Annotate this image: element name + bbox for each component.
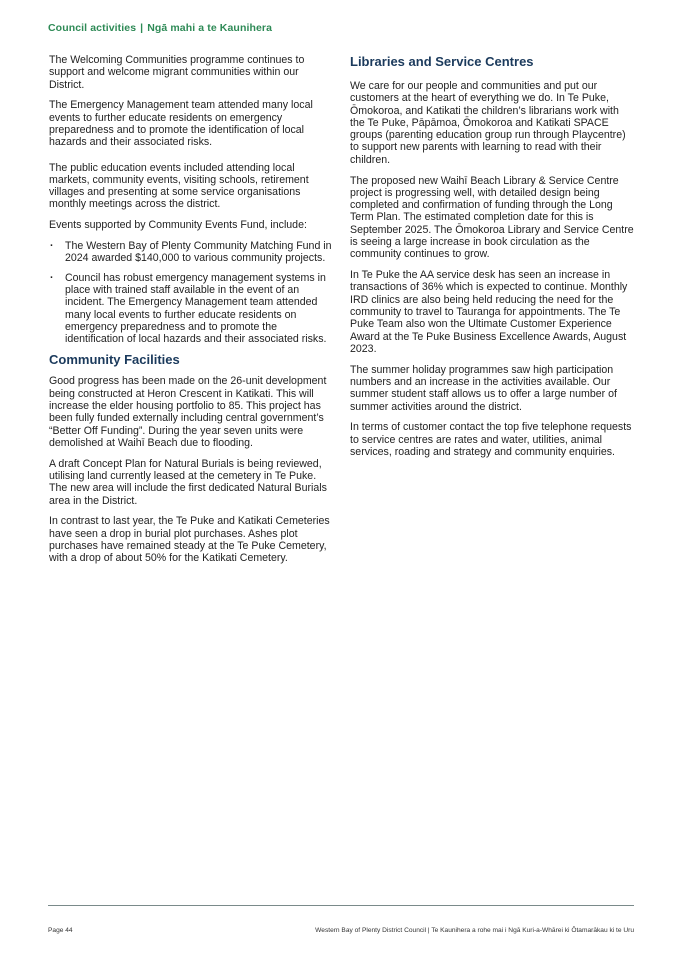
header-separator: | (140, 22, 144, 34)
paragraph-natural-burials: A draft Concept Plan for Natural Burials is being reviewed, utilising land currently leased at the cemetery in Te Puke. The new area will include the first dedicated Natural Burials area in the District. (49, 457, 327, 507)
page-header (48, 22, 272, 34)
paragraph-emergency-management: The Emergency Management team attended many local events to further educate residents on emergency preparedness and to promote the identification of local hazards and their associated risks. (49, 99, 313, 149)
bullet-item: · Council has robust emergency management systems in place with trained staff available in the event of an incident. The Emergency Management team attended many local events to further educate residents on emergency preparedness and to promote the identification of local hazards and their associated risks. (49, 272, 332, 346)
paragraph-public-education: The public education events included attending local markets, community events, visiting schools, retirement villages and presenting at some service organisations monthly meetings across the district. (49, 161, 309, 211)
heading-community-facilities: Community Facilities (49, 352, 180, 368)
footer-divider (48, 905, 634, 906)
footer-publication: Western Bay of Plenty District Council | Te Kaunihera a rohe mai i Ngā Kuri-a-Whārei ki Ōtamarākau ki te Uru (315, 927, 634, 934)
section-title: Council activities (48, 22, 137, 34)
paragraph-waihi-library: The proposed new Waihī Beach Library & Service Centre project is progressing well, with detailed design being completed and confirmation of funding through the Long Term Plan. The estimated completion date for this is September 2025. The Ōmokoroa Library and Service Centre is seeing a large increase in book circulation as the community continues to grow. (350, 174, 634, 261)
paragraph-te-puke-aa: In Te Puke the AA service desk has seen an increase in transactions of 36% which is expected to continue. Monthly IRD clinics are also being held reducing the need for the community to travel to Tauranga for appointments. The Te Puke Team also won the Ultimate Customer Experience Award at the Te Puke Business Excellence Awards, August 2023. (350, 269, 628, 355)
paragraph-customers: We care for our people and communities and put our customers at the heart of everything we do. In Te Puke, Ōmokoroa, and Katikati the children’s librarians work with the Te Puke, Pāpāmoa, Ōmokoroa and Katikati SPACE groups (parenting education group run through Playcentre) to support new parents with learning to read with their children. (350, 80, 626, 166)
events-bullet-list (49, 240, 332, 345)
page-number: Page 44 (48, 927, 73, 934)
paragraph-customer-contact: In terms of customer contact the top five telephone requests to service centres are rates and water, utilities, animal services, roading and strategy and community enquiries. (350, 421, 632, 459)
paragraph-summer-programmes: The summer holiday programmes saw high participation numbers and an increase in the activities available. Our summer student staff allows us to offer a large number of summer activities around the district. (350, 363, 617, 413)
left-column (49, 54, 332, 573)
heading-libraries-service-centres: Libraries and Service Centres (350, 54, 534, 69)
paragraph-events-intro: Events supported by Community Events Fund, include: (49, 219, 307, 232)
bullet-item: · The Western Bay of Plenty Community Matching Fund in 2024 awarded $140,000 to various community projects. (49, 240, 332, 265)
right-column (350, 54, 634, 467)
section-title-maori: Ngā mahi a te Kaunihera (147, 22, 273, 34)
paragraph-cemeteries: In contrast to last year, the Te Puke and Katikati Cemeteries have seen a drop in burial plot purchases. Ashes plot purchases have remained steady at the Te Puke Cemetery, with a drop of about 50% for the Katikati Cemetery. (49, 515, 330, 565)
paragraph-welcoming-communities: The Welcoming Communities programme continues to support and welcome migrant communities within our District. (49, 54, 305, 91)
paragraph-heron-crescent: Good progress has been made on the 26-unit development being constructed at Heron Crescent in Katikati. This will increase the elder housing portfolio to 85. This project has been fully funded externally including central government’s “Better Off Funding”. During the year seven units were demolished at Waihī Beach due to flooding. (49, 375, 327, 449)
